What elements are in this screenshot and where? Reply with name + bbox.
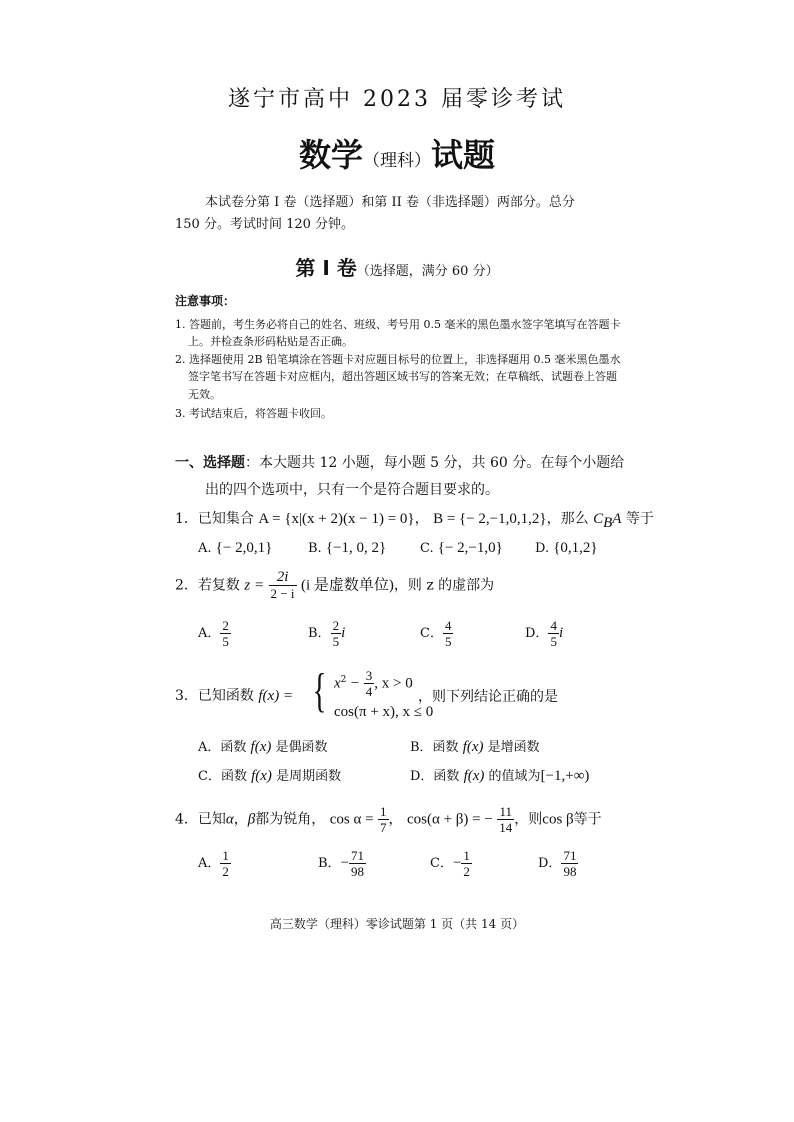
- q4-cos-beta: cos β: [542, 811, 574, 828]
- q3-case-1: [334, 668, 413, 699]
- q3-d-f: f(x): [463, 768, 485, 784]
- subject-sub: （理科）: [363, 151, 431, 171]
- part-1-label: 一、选择题: [175, 455, 245, 471]
- q4-frac1-den: 7: [380, 820, 387, 835]
- q3-option-c: [198, 765, 341, 785]
- q2-option-b-frac: [331, 618, 342, 649]
- q2-denominator: 2 − i: [270, 586, 295, 601]
- q4-b-num: 71: [351, 848, 365, 863]
- q3-brace-glyph: {: [312, 664, 327, 717]
- q3-case1-x: x: [334, 675, 341, 692]
- q1-set-a: A = {x|(x + 2)(x − 1) = 0}: [258, 511, 415, 527]
- q4-frac2-den: 14: [499, 820, 513, 835]
- q3-b-text: 是增函数: [487, 740, 540, 755]
- q2-option-b: [308, 618, 345, 649]
- q2-b-num: 2: [332, 618, 340, 633]
- q3-brace: [308, 664, 331, 717]
- q4-cos-alpha-beta: cos(α + β) = −: [406, 811, 493, 828]
- q1-option-c-label: C.: [420, 541, 434, 556]
- q4-sep2: ，: [388, 811, 403, 828]
- q4-sep1: ，: [233, 811, 248, 828]
- q1-option-c: [420, 540, 503, 557]
- q4-b-sign: −: [340, 855, 350, 871]
- q2-option-a: [198, 618, 231, 649]
- q3-c-f: f(x): [251, 768, 272, 784]
- q2-option-d: [525, 618, 563, 649]
- exam-title: 遂宁市高中 2023 届零诊考试: [228, 87, 566, 112]
- note-3: 3. 考试结束后，将答题卡收回。: [175, 407, 332, 420]
- q2-a-den: 5: [222, 634, 229, 649]
- q2-c-num: 4: [444, 618, 452, 633]
- q2-b-i: i: [341, 625, 346, 641]
- subject-main-1: 数学: [298, 136, 363, 174]
- q1-option-a-value: {− 2,0,1}: [215, 540, 273, 556]
- q2-d-i: i: [558, 625, 564, 641]
- q4-frac-1: [378, 804, 389, 835]
- q1-prefix: 1．已知集合: [175, 511, 254, 527]
- q1-mid: ，那么: [546, 511, 589, 527]
- q4-option-b: [318, 848, 366, 879]
- q4-d-frac: [561, 848, 578, 879]
- note-2b: 签字笔书写在答题卡对应框内，超出答题区域书写的答案无效；在草稿纸、试题卷上答题: [188, 370, 617, 383]
- q3-case1-den: 4: [365, 684, 373, 699]
- q3-suffix: ，则下列结论正确的是: [418, 689, 558, 705]
- q4-b-label: B．: [318, 856, 341, 871]
- note-1a: 1. 答题前，考生务必将自己的姓名、班级、考号用 0.5 毫米的黑色墨水签字笔填写在答题卡: [175, 318, 621, 331]
- q2-b-den: 5: [332, 634, 340, 649]
- note-2c: 无效。: [188, 388, 221, 401]
- note-2a: 2. 选择题使用 2B 铅笔填涂在答题卡对应题目标号的位置上，非选择题用 0.5 毫米黑色墨水: [175, 353, 621, 366]
- q3-prefix-line: [175, 685, 293, 705]
- q4-prefix: 4．已知: [175, 811, 226, 828]
- q4-suffix2: 等于: [573, 811, 602, 828]
- q2-option-c-frac: [443, 618, 454, 649]
- q3-option-a: [198, 736, 328, 756]
- q1-option-d-label: D.: [535, 541, 550, 556]
- q2-d-den: 5: [550, 634, 557, 649]
- q1-option-a-label: A.: [198, 541, 212, 556]
- q2-option-d-frac: [548, 618, 559, 649]
- q1-option-d: [535, 540, 598, 557]
- q4-suffix: ，则: [514, 811, 543, 828]
- q3-case1-frac: [364, 668, 375, 699]
- question-4: [175, 804, 602, 835]
- q2-z-eq: z =: [244, 577, 265, 594]
- q4-beta: β: [247, 811, 256, 828]
- q2-option-b-label: B．: [308, 626, 331, 641]
- q3-a-text: 是偶函数: [275, 740, 328, 755]
- q2-option-a-label: A．: [198, 626, 221, 641]
- section-1-subtitle: （选择题，满分 60 分）: [356, 264, 499, 279]
- q4-frac2-num: 11: [497, 804, 514, 820]
- q3-fx: f(x) =: [258, 688, 294, 704]
- q4-a-den: 2: [222, 864, 229, 879]
- q4-a-frac: [220, 848, 231, 879]
- q3-b-label: B．函数: [410, 740, 459, 755]
- q3-d-range: [−1,+∞): [540, 768, 590, 784]
- q4-option-c: [430, 848, 472, 879]
- q1-suffix: 等于: [625, 511, 654, 527]
- q3-case1-sup: 2: [340, 674, 347, 685]
- question-2: [175, 570, 494, 601]
- q3-case-2: [334, 704, 433, 721]
- q4-c-frac: [461, 848, 472, 879]
- q4-d-label: D．: [538, 856, 562, 871]
- q2-option-c: [420, 618, 453, 649]
- q2-option-a-frac: [220, 618, 231, 649]
- q4-a-num: 1: [222, 848, 229, 863]
- q1-option-b-label: B.: [308, 541, 322, 556]
- intro-line-2: 150 分。考试时间 120 分钟。: [175, 217, 355, 232]
- q1-comp: C: [593, 511, 604, 527]
- section-1-title: 第 Ⅰ 卷: [295, 256, 357, 280]
- q2-option-c-label: C．: [420, 626, 443, 641]
- q4-frac1-num: 1: [380, 804, 387, 819]
- q4-b-frac: [349, 848, 366, 879]
- q1-comp-sub: B: [603, 514, 613, 531]
- q3-b-f: f(x): [462, 739, 484, 755]
- q2-c-den: 5: [444, 634, 452, 649]
- q4-alpha: α: [225, 811, 234, 828]
- q2-prefix: 2．若复数: [175, 577, 240, 594]
- notes-heading: 注意事项：: [175, 294, 236, 308]
- q3-c-text: 是周期函数: [276, 769, 342, 784]
- q4-a-label: A．: [198, 856, 221, 871]
- q3-case2-text: cos(π + x), x ≤ 0: [334, 704, 434, 720]
- q4-c-sign: −: [452, 855, 462, 871]
- q4-option-d: [538, 848, 578, 879]
- q1-sep: ，: [414, 511, 429, 527]
- q2-numerator: 2i: [269, 570, 297, 586]
- part-1-text-1: ：本大题共 12 小题，每小题 5 分，共 60 分。在每个小题给: [245, 455, 625, 471]
- q4-frac-2: [497, 804, 514, 835]
- q1-option-c-value: {− 2,−1,0}: [437, 540, 503, 556]
- section-1-heading: [0, 252, 794, 281]
- q4-b-den: 98: [351, 864, 365, 879]
- q3-a-label: A．函数: [198, 740, 247, 755]
- q3-c-label: C．函数: [198, 769, 247, 784]
- q4-c-den: 2: [463, 864, 470, 879]
- q3-option-d: [410, 765, 589, 785]
- q1-set-b: B = {− 2,−1,0,1,2}: [433, 511, 547, 527]
- q4-mid: 都为锐角，: [255, 811, 326, 828]
- q3-case1-num: 3: [365, 668, 373, 683]
- q1-option-b-value: {−1, 0, 2}: [325, 540, 387, 556]
- q3-option-b: [410, 736, 540, 756]
- q4-option-a: [198, 848, 231, 879]
- q3-case1-cond: , x > 0: [374, 675, 413, 692]
- q2-a-num: 2: [222, 618, 229, 633]
- note-1b: 上。并检查条形码粘贴是否正确。: [188, 335, 353, 348]
- q1-option-d-value: {0,1,2}: [553, 540, 598, 556]
- part-1-line-1: [175, 452, 624, 472]
- q2-fraction: [269, 570, 297, 601]
- subject-title: [0, 130, 794, 176]
- q3-a-f: f(x): [250, 739, 272, 755]
- part-1-line-2: 出的四个选项中，只有一个是符合题目要求的。: [205, 482, 499, 498]
- q3-d-text: 的值域为: [488, 769, 541, 784]
- q4-d-num: 71: [563, 848, 577, 863]
- q4-cos-alpha: cos α =: [329, 811, 374, 828]
- intro-line-1: 本试卷分第 I 卷（选择题）和第 II 卷（非选择题）两部分。总分: [205, 195, 575, 210]
- q2-suffix: ，则 z 的虚部为: [393, 577, 495, 594]
- q3-d-label: D．函数: [410, 769, 460, 784]
- q2-note: (i 是虚数单位): [300, 577, 394, 594]
- subject-main-2: 试题: [431, 136, 496, 174]
- q4-c-label: C．: [430, 856, 453, 871]
- q1-comp-a: A: [612, 511, 622, 527]
- q4-d-den: 98: [563, 864, 577, 879]
- q3-case1-minus: −: [350, 675, 360, 692]
- page-footer: 高三数学（理科）零诊试题第 1 页（共 14 页）: [269, 917, 525, 931]
- q4-c-num: 1: [463, 848, 470, 863]
- q2-d-num: 4: [550, 618, 557, 633]
- q3-prefix: 3．已知函数: [175, 688, 254, 704]
- question-1: [175, 508, 654, 532]
- q1-option-b: [308, 540, 386, 557]
- q2-option-d-label: D．: [525, 626, 549, 641]
- q1-option-a: [198, 540, 272, 557]
